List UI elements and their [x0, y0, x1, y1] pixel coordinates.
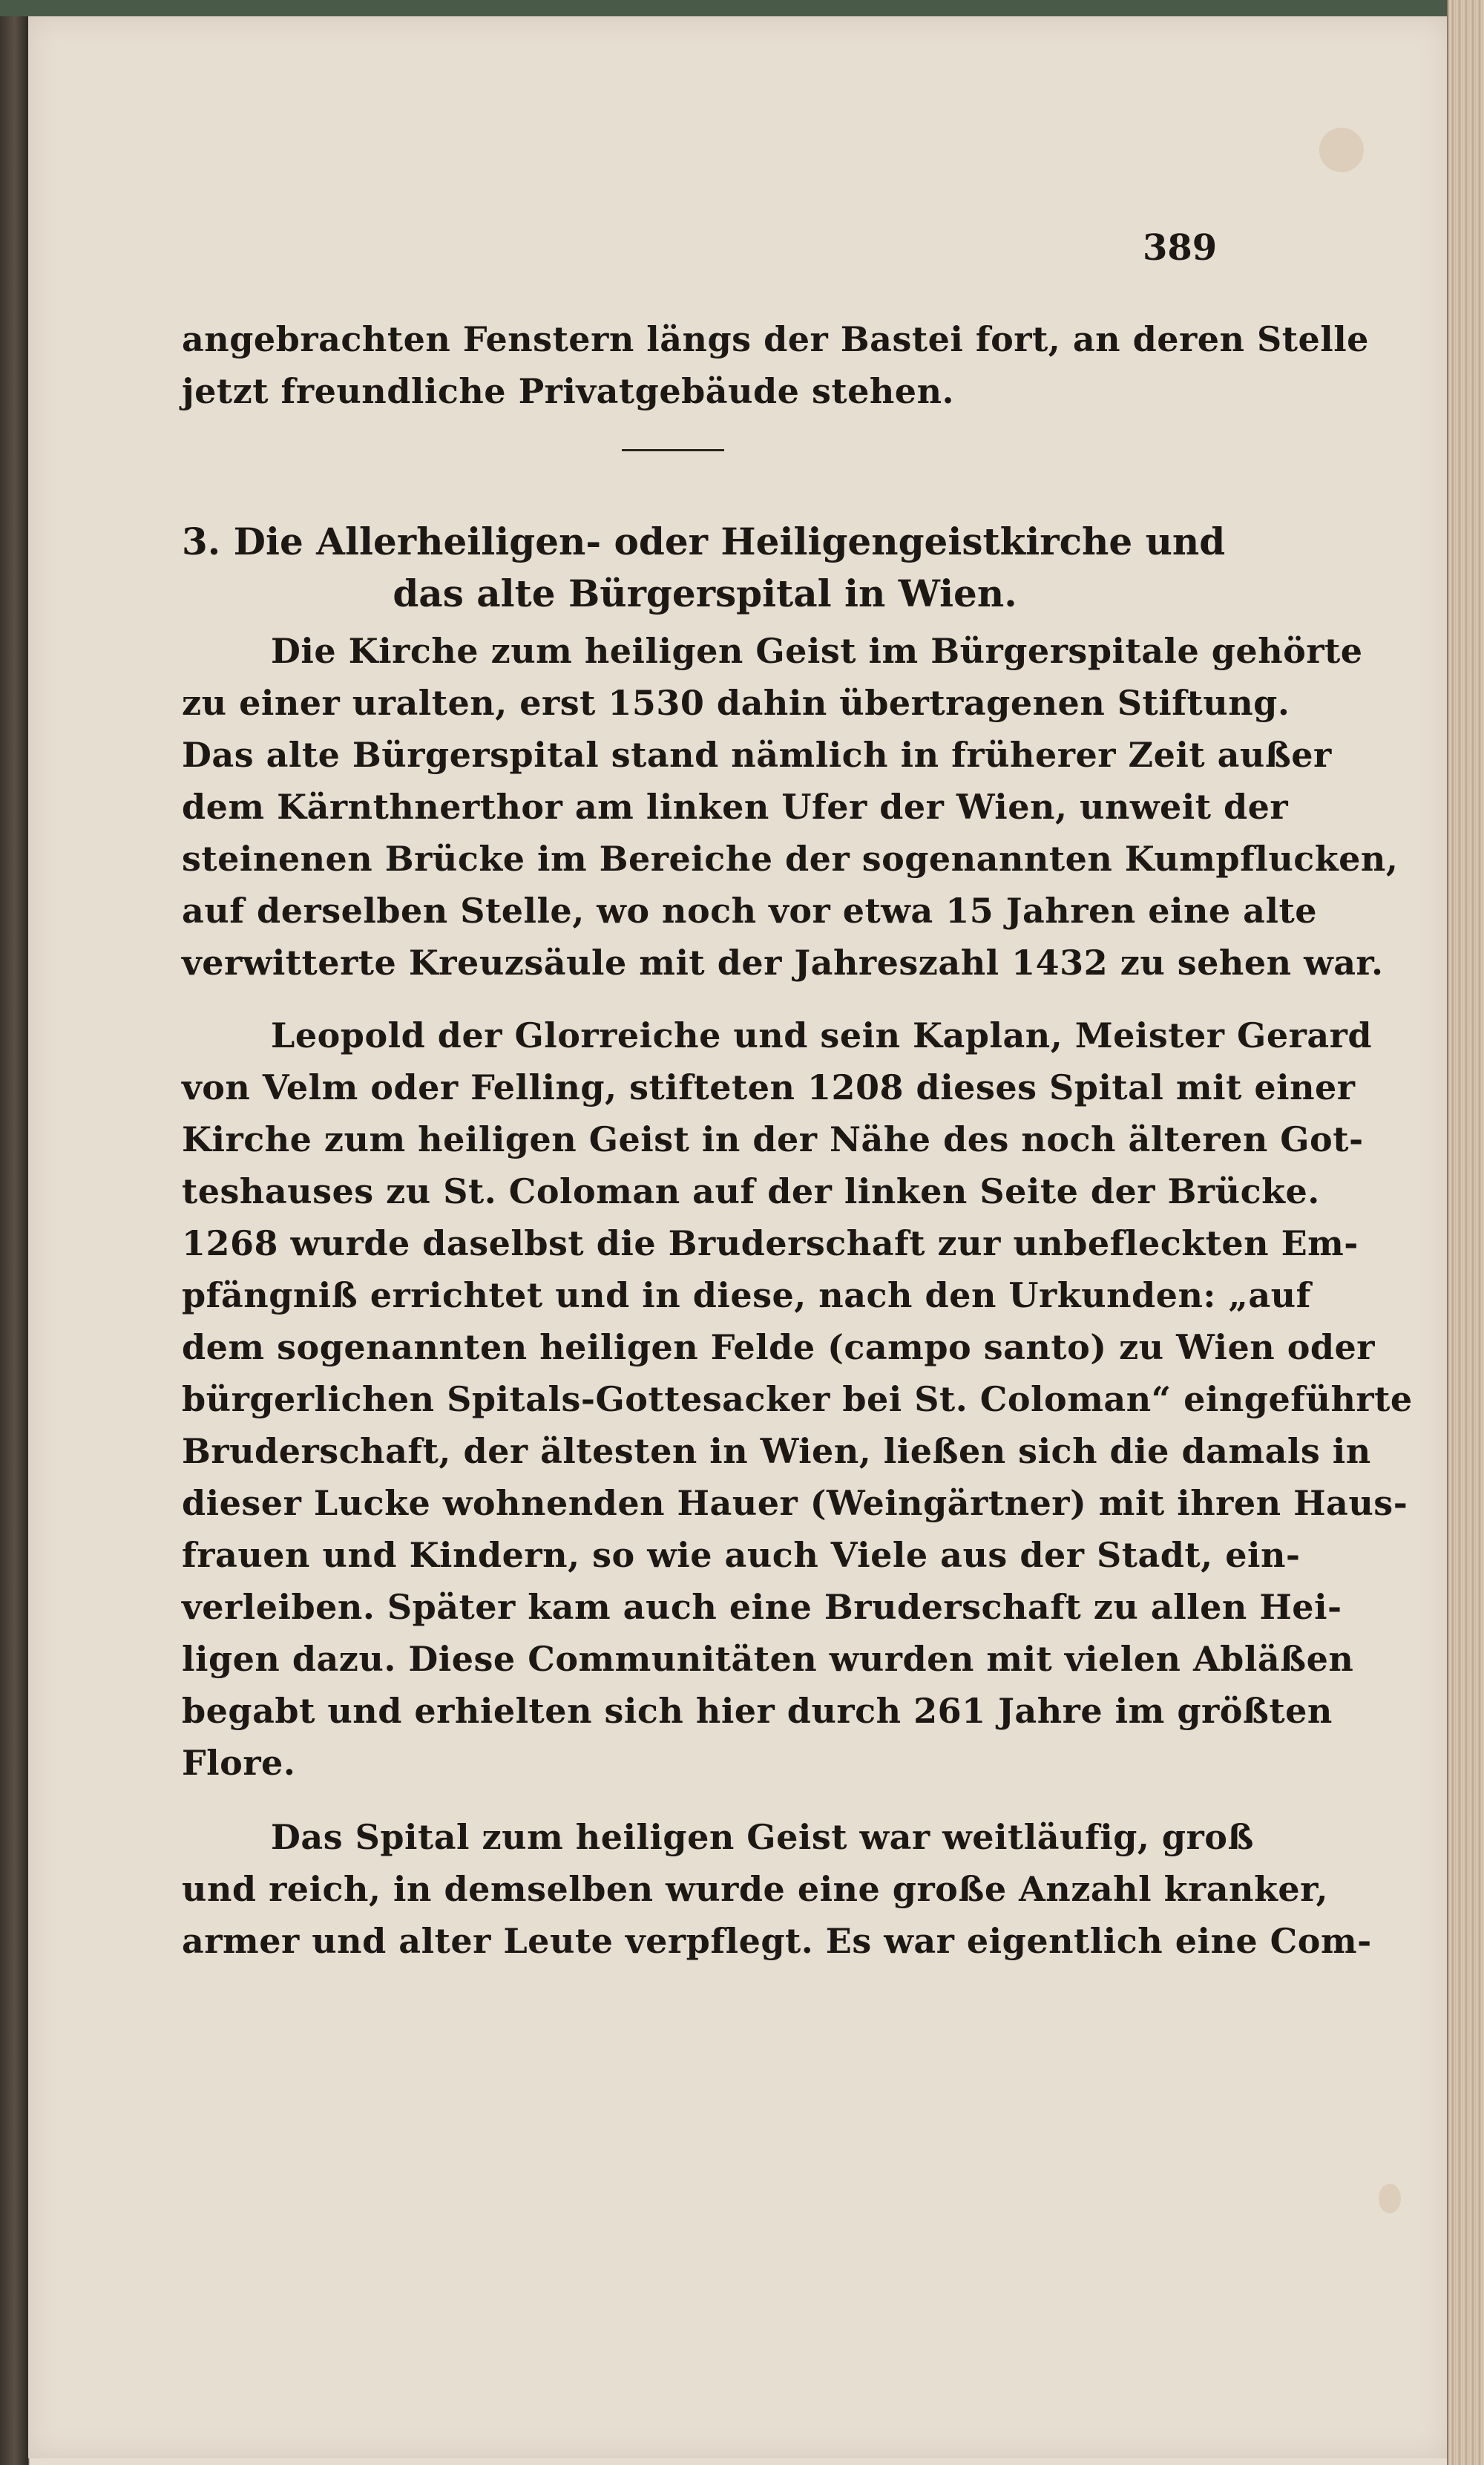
- text-line: dieser Lucke wohnenden Hauer (Weingärtner) mit ihren Haus-: [182, 1483, 1408, 1523]
- text-line: 1268 wurde daselbst die Bruderschaft zur unbefleckten Em-: [182, 1223, 1359, 1263]
- section-heading-line-1: 3. Die Allerheiligen- oder Heiligengeistkirche und: [182, 520, 1226, 563]
- text-line: Das Spital zum heiligen Geist war weitläufig, groß: [271, 1817, 1254, 1857]
- text-line: ligen dazu. Diese Communitäten wurden mit vielen Abläßen: [182, 1639, 1354, 1679]
- section-heading-line-2: das alte Bürgerspital in Wien.: [393, 572, 1017, 615]
- section-divider-rule: [622, 449, 724, 451]
- text-line: angebrachten Fenstern längs der Bastei fort, an deren Stelle: [182, 319, 1369, 359]
- text-line: steinenen Brücke im Bereiche der sogenannten Kumpflucken,: [182, 839, 1399, 879]
- text-line: begabt und erhielten sich hier durch 261 Jahre im größten: [182, 1691, 1333, 1731]
- text-line: bürgerlichen Spitals-Gottesacker bei St. Coloman“ eingeführte: [182, 1379, 1413, 1419]
- text-line: Die Kirche zum heiligen Geist im Bürgerspitale gehörte: [271, 631, 1363, 671]
- text-line: teshauses zu St. Coloman auf der linken Seite der Brücke.: [182, 1171, 1320, 1211]
- text-line: Leopold der Glorreiche und sein Kaplan, Meister Gerard: [271, 1015, 1373, 1055]
- text-line: frauen und Kindern, so wie auch Viele aus der Stadt, ein-: [182, 1535, 1301, 1575]
- text-line: jetzt freundliche Privatgebäude stehen.: [182, 371, 955, 411]
- text-line: von Velm oder Felling, stifteten 1208 dieses Spital mit einer: [182, 1067, 1356, 1107]
- text-line: pfängniß errichtet und in diese, nach den Urkunden: „auf: [182, 1275, 1311, 1315]
- text-line: dem Kärnthnerthor am linken Ufer der Wien, unweit der: [182, 787, 1289, 827]
- text-line: Kirche zum heiligen Geist in der Nähe des noch älteren Got-: [182, 1119, 1364, 1159]
- text-line: verleiben. Später kam auch eine Bruderschaft zu allen Hei-: [182, 1587, 1342, 1627]
- text-line: auf derselben Stelle, wo noch vor etwa 15 Jahren eine alte: [182, 891, 1317, 931]
- page-number: 389: [1143, 227, 1218, 269]
- text-line: Flore.: [182, 1743, 296, 1783]
- text-line: armer und alter Leute verpflegt. Es war eigentlich eine Com-: [182, 1921, 1372, 1961]
- text-line: Das alte Bürgerspital stand nämlich in früherer Zeit außer: [182, 735, 1332, 775]
- text-line: verwitterte Kreuzsäule mit der Jahreszahl 1432 zu sehen war.: [182, 943, 1384, 983]
- text-line: dem sogenannten heiligen Felde (campo santo) zu Wien oder: [182, 1327, 1376, 1367]
- text-line: Bruderschaft, der ältesten in Wien, ließen sich die damals in: [182, 1431, 1371, 1471]
- text-line: zu einer uralten, erst 1530 dahin übertragenen Stiftung.: [182, 683, 1290, 723]
- text-line: und reich, in demselben wurde eine große Anzahl kranker,: [182, 1869, 1328, 1909]
